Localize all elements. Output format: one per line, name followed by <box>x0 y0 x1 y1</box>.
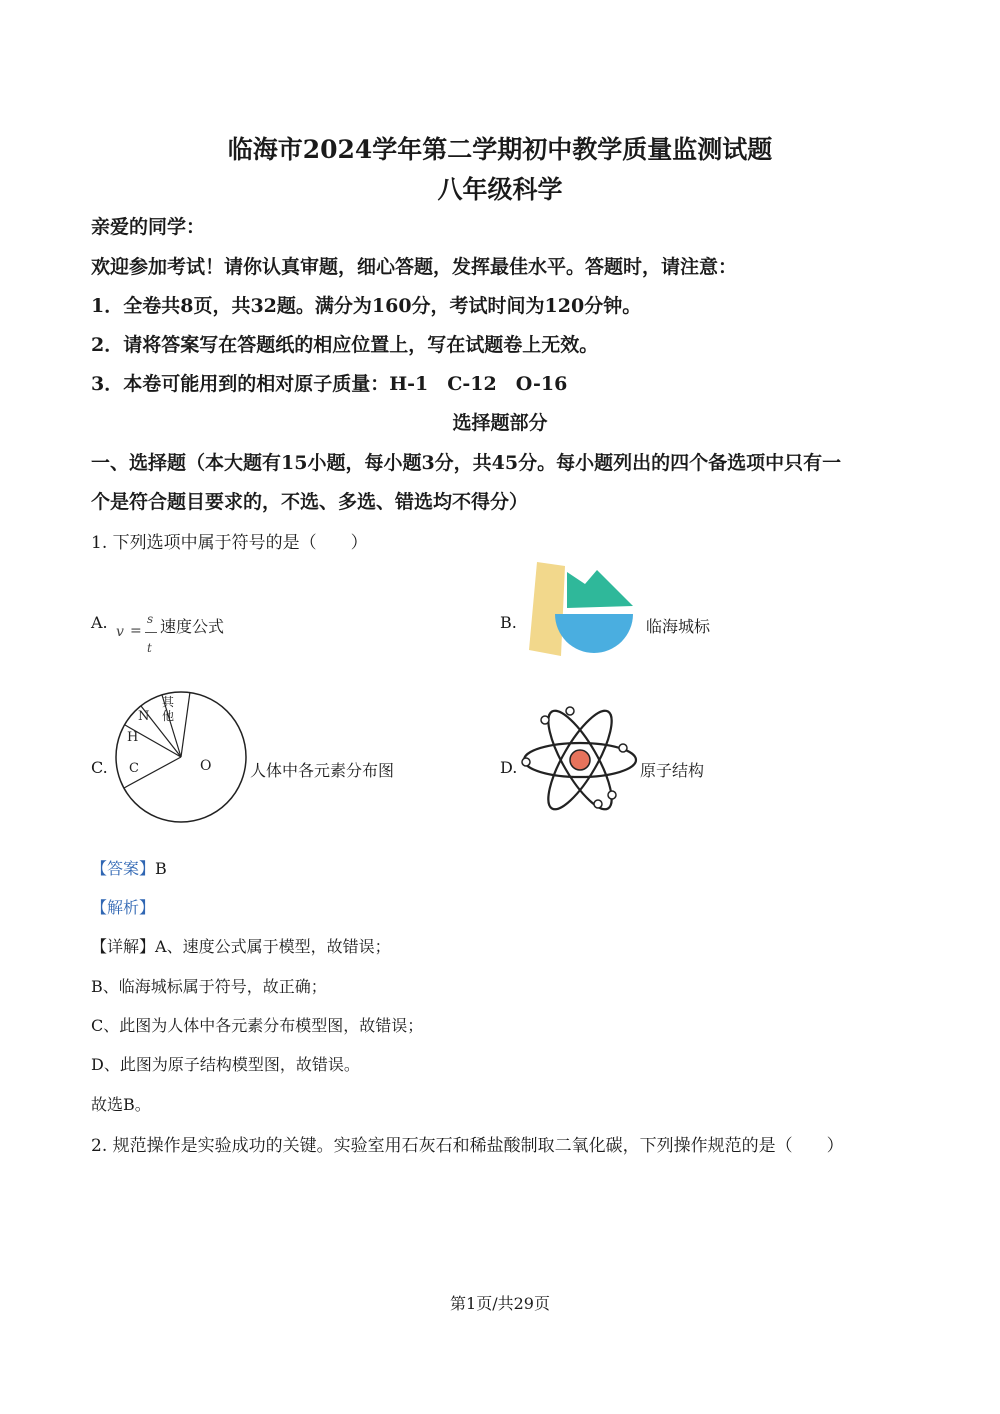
page-title: 临海市2024学年第二学期初中教学质量监测试题 <box>227 135 773 164</box>
answer-line <box>91 856 167 879</box>
electron <box>619 744 627 752</box>
answer-tag: 【答案】 <box>91 859 156 878</box>
atom-structure-icon <box>520 700 640 820</box>
q1-stem: 1. 下列选项中属于符号的是（ ） <box>91 533 368 553</box>
pie-label-other-2: 他 <box>162 709 175 723</box>
option-a-caption: 速度公式 <box>160 617 225 636</box>
option-b-caption: 临海城标 <box>646 617 711 636</box>
note-1: 1．全卷共8页，共32题。满分为160分，考试时间为120分钟。 <box>91 295 642 317</box>
pie-label-o: O <box>200 758 212 774</box>
formula-v: v <box>116 624 124 640</box>
final-choice: 故选B。 <box>91 1095 151 1114</box>
q2-stem: 2. 规范操作是实验成功的关键。实验室用石灰石和稀盐酸制取二氧化碳，下列操作规范的是（ ） <box>91 1136 844 1156</box>
electron <box>522 758 530 766</box>
electron <box>594 800 602 808</box>
pie-label-other-1: 其 <box>162 695 175 709</box>
option-c-caption: 人体中各元素分布图 <box>250 761 395 780</box>
formula-t: t <box>147 641 152 655</box>
electron <box>566 707 574 715</box>
electron <box>608 791 616 799</box>
logo-green-mountain <box>567 570 633 608</box>
option-d-caption: 原子结构 <box>640 761 705 780</box>
option-a-letter: A. <box>91 613 108 632</box>
pie-label-n: N <box>138 709 150 724</box>
analysis-tag: 【解析】 <box>91 898 156 917</box>
pie-divider-o <box>181 692 190 757</box>
greeting: 亲爱的同学： <box>91 216 206 238</box>
explanation-c: C、此图为人体中各元素分布模型图，故错误； <box>91 1016 424 1035</box>
electron <box>541 716 549 724</box>
explanation-a: A、速度公式属于模型，故错误； <box>155 937 391 956</box>
page-number: 第1页/共29页 <box>450 1294 550 1313</box>
pie-label-h: H <box>127 730 139 745</box>
explanation-b: B、临海城标属于符号，故正确； <box>91 977 327 996</box>
option-d-letter: D. <box>500 758 518 777</box>
note-2: 2．请将答案写在答题纸的相应位置上，写在试题卷上无效。 <box>91 334 599 356</box>
explanation-d: D、此图为原子结构模型图，故错误。 <box>91 1055 360 1074</box>
answer-value: B <box>155 859 167 878</box>
explanation-a-line <box>91 934 391 957</box>
section-heading-line1: 一、选择题（本大题有15小题，每小题3分，共45分。每小题列出的四个备选项中只有一 <box>91 452 842 474</box>
formula-bar <box>145 632 157 633</box>
welcome-text: 欢迎参加考试！请你认真审题，细心答题，发挥最佳水平。答题时，请注意： <box>91 256 738 278</box>
option-c-letter: C. <box>91 758 108 777</box>
formula-equals: = <box>130 623 142 639</box>
logo-blue-sea <box>555 614 633 653</box>
pie-label-c: C <box>129 761 139 776</box>
note-3: 3．本卷可能用到的相对原子质量：H-1 C-12 O-16 <box>91 373 568 395</box>
nucleus <box>570 750 590 770</box>
section-heading-line2: 个是符合题目要求的，不选、多选、错选均不得分） <box>91 491 529 513</box>
page-subtitle: 八年级科学 <box>437 175 563 204</box>
section-title: 选择题部分 <box>452 412 548 434</box>
formula-s: s <box>147 612 154 626</box>
element-pie-chart <box>108 684 254 830</box>
linhai-city-logo-icon <box>525 558 640 658</box>
logo-yellow-bar <box>529 562 565 656</box>
detail-tag: 【详解】 <box>91 937 156 956</box>
option-b-letter: B. <box>500 613 517 632</box>
